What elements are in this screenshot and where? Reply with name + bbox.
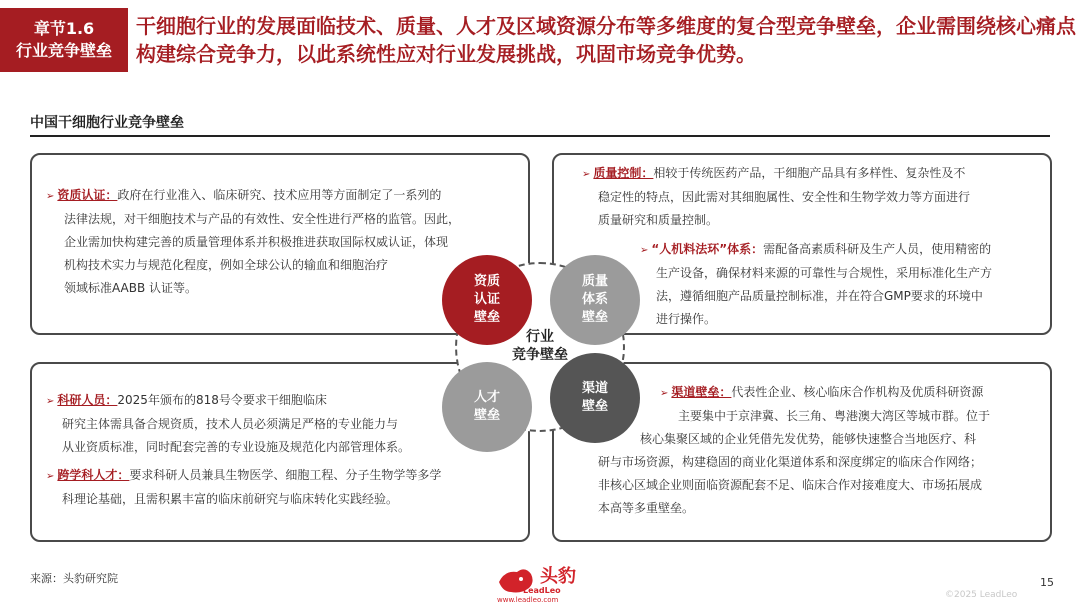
logo-url: www.leadleo.com — [497, 596, 559, 604]
bubble-channel-barrier: 渠道 壁垒 — [550, 353, 640, 443]
section-title: 中国干细胞行业竞争壁垒 — [30, 115, 184, 131]
bubble-qualification-barrier: 资质 认证 壁垒 — [442, 255, 532, 345]
bullet-triangle-icon: ➢ — [46, 191, 55, 202]
chapter-subtitle: 行业竞争壁垒 — [15, 41, 112, 60]
card-qualification-text: ➢ 资质认证：政府在行业准入、临床研究、技术应用等方面制定了一系列的 法律法规，对干细胞技术与产品的有效性、安全性进行严格的监管。因此， 企业需加快构建完善的质量管理体系并积极推进获取国际权威认证，体现 机构技术实力与规范化程度，例如全球公认的输血和细胞治疗 领域标准AABB 认证等。 — [46, 188, 461, 295]
section-divider — [30, 135, 1050, 137]
center-label: 行业 竞争壁垒 — [512, 329, 568, 363]
page-number: 15 — [1040, 576, 1054, 589]
bubble-quality-barrier: 质量 体系 壁垒 — [550, 255, 640, 345]
chapter-number: 章节1.6 — [33, 19, 95, 38]
bullet-triangle-icon: ➢ — [46, 396, 55, 407]
card-quality-subtext: ➢ “人机料法环”体系：需配备高素质科研及生产人员，使用精密的 生产设备，确保材料来源的可靠性与合规性，采用标准化生产方 法，遵循细胞产品质量控制标准，并在符合GMP要求的环境中 进行操作。 — [640, 242, 993, 326]
logo-name: 头豹 — [540, 566, 576, 587]
copyright: ©2025 LeadLeo — [945, 590, 1018, 600]
chapter-badge — [0, 8, 128, 72]
card-channel-text: ➢ 渠道壁垒：代表性企业、核心临床合作机构及优质科研资源 主要集中于京津冀、长三角、粤港澳大湾区等城市群。位于 核心集聚区域的企业凭借先发优势，能够快速整合当地医疗、科 研与市场资源，构建稳固的商业化渠道体系和深度绑定的临床合作网络； 非核心区域企业则面临资源配套不足、临床合作对接难度大、市场拓展成 本高等多重壁垒。 — [598, 385, 991, 515]
bullet-triangle-icon: ➢ — [46, 471, 55, 482]
bullet-triangle-icon: ➢ — [582, 169, 591, 180]
logo-english: LeadLeo — [523, 586, 561, 595]
source-note: 来源：头豹研究院 — [30, 572, 118, 585]
bullet-triangle-icon: ➢ — [660, 388, 669, 399]
page-title: 干细胞行业的发展面临技术、质量、人才及区域资源分布等多维度的复合型竞争壁垒，企业需围绕核心痛点构建综合竞争力，以此系统性应对行业发展挑战，巩固市场竞争优势。 — [136, 14, 1076, 66]
card-talent-text: ➢ 科研人员：2025年颁布的818号令要求干细胞临床 研究主体需具备合规资质，技术人员必须满足严格的专业能力与 从业资质标准，同时配套完善的专业设施及规范化内部管理体系。 ➢ 跨学科人才：要求科研人员兼具生物医学、细胞工程、分子生物学等多学 科理论基础，且需积累丰富的临床前研究与临床转化实践经验。 — [46, 393, 442, 506]
card-quality-text: ➢ 质量控制：相较于传统医药产品，干细胞产品具有多样性、复杂性及不 稳定性的特点，因此需对其细胞属性、安全性和生物学效力等方面进行 质量研究和质量控制。 — [582, 166, 971, 227]
bubble-talent-barrier: 人才 壁垒 — [442, 362, 532, 452]
bullet-triangle-icon: ➢ — [640, 245, 649, 256]
